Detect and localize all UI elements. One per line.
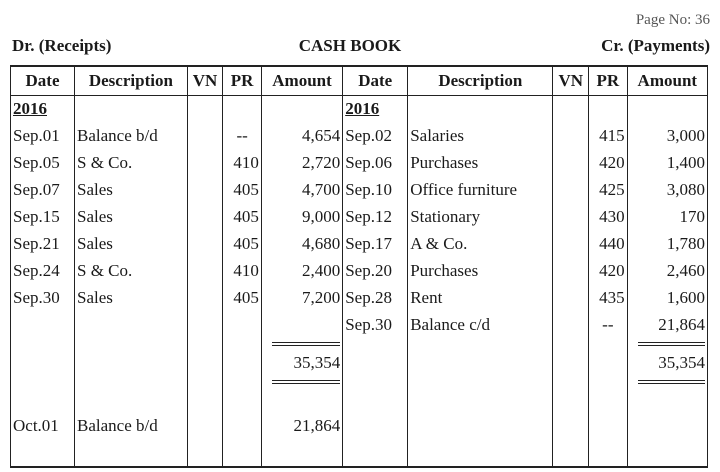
- dr-date: [11, 312, 75, 339]
- column-header: Date: [11, 66, 75, 96]
- cr-year: 2016: [343, 96, 408, 123]
- table-row: [11, 150, 708, 177]
- dr-date: Sep.05: [11, 150, 75, 177]
- table-row: [11, 123, 708, 150]
- cr-date: Sep.06: [343, 150, 408, 177]
- cr-description: Balance c/d: [408, 312, 553, 339]
- dr-amount: 9,000: [261, 204, 342, 231]
- cr-amount: 170: [627, 204, 707, 231]
- cr-total-cell: [627, 339, 707, 387]
- column-header: Amount: [261, 66, 342, 96]
- column-header: Description: [75, 66, 188, 96]
- dr-amount: [261, 312, 342, 339]
- header-row: [11, 66, 708, 96]
- column-header: PR: [223, 66, 262, 96]
- dr-date: Sep.15: [11, 204, 75, 231]
- column-header: VN: [187, 66, 223, 96]
- dr-vn: [187, 258, 223, 285]
- column-header: Amount: [627, 66, 707, 96]
- totals-row: [11, 339, 708, 387]
- closing-row: [11, 413, 708, 440]
- cr-pr: 440: [589, 231, 628, 258]
- dr-vn: [187, 204, 223, 231]
- column-header: Description: [408, 66, 553, 96]
- cr-pr: 425: [589, 177, 628, 204]
- cr-date: Sep.02: [343, 123, 408, 150]
- dr-description: Sales: [75, 177, 188, 204]
- cr-total: 35,354: [658, 352, 705, 372]
- cr-description: Stationary: [408, 204, 553, 231]
- dr-description: Sales: [75, 285, 188, 312]
- cr-pr: 435: [589, 285, 628, 312]
- debit-side-heading: Dr. (Receipts): [12, 36, 112, 55]
- cr-amount: 1,600: [627, 285, 707, 312]
- dr-pr: 410: [223, 258, 262, 285]
- dr-amount: 2,400: [261, 258, 342, 285]
- dr-description: S & Co.: [75, 150, 188, 177]
- cash-book-table: [10, 65, 708, 468]
- dr-amount: 4,700: [261, 177, 342, 204]
- dr-date: Sep.07: [11, 177, 75, 204]
- table-row: [11, 204, 708, 231]
- dr-pr: 405: [223, 177, 262, 204]
- closing-amount: 21,864: [261, 413, 342, 440]
- dr-pr: 410: [223, 150, 262, 177]
- dr-year: 2016: [11, 96, 75, 123]
- dr-date: Sep.01: [11, 123, 75, 150]
- cr-vn: [553, 312, 589, 339]
- dr-total-rule-bottom: [272, 380, 340, 384]
- cr-vn: [553, 204, 589, 231]
- column-header: VN: [553, 66, 589, 96]
- cr-amount: 1,400: [627, 150, 707, 177]
- cr-vn: [553, 258, 589, 285]
- table-row: [11, 285, 708, 312]
- dr-vn: [187, 285, 223, 312]
- dr-description: Balance b/d: [75, 123, 188, 150]
- cr-pr: 415: [589, 123, 628, 150]
- cr-pr: 430: [589, 204, 628, 231]
- dr-amount: 7,200: [261, 285, 342, 312]
- column-header: PR: [589, 66, 628, 96]
- cr-amount: 3,000: [627, 123, 707, 150]
- cr-date: Sep.30: [343, 312, 408, 339]
- page-number: Page No: 36: [635, 12, 710, 28]
- dr-description: [75, 312, 188, 339]
- dr-date: Sep.30: [11, 285, 75, 312]
- dr-amount: 2,720: [261, 150, 342, 177]
- dr-description: S & Co.: [75, 258, 188, 285]
- cr-amount: 2,460: [627, 258, 707, 285]
- cr-pr: 420: [589, 150, 628, 177]
- cr-vn: [553, 177, 589, 204]
- cr-vn: [553, 231, 589, 258]
- dr-description: Sales: [75, 231, 188, 258]
- cr-amount: 21,864: [627, 312, 707, 339]
- cr-date: Sep.28: [343, 285, 408, 312]
- table-row: [11, 312, 708, 339]
- cr-pr: --: [589, 312, 628, 339]
- dr-total-cell: [261, 339, 342, 387]
- dr-vn: [187, 231, 223, 258]
- cr-date: Sep.10: [343, 177, 408, 204]
- dr-amount: 4,680: [261, 231, 342, 258]
- closing-date: Oct.01: [11, 413, 75, 440]
- dr-pr: 405: [223, 285, 262, 312]
- table-row: [11, 177, 708, 204]
- cr-vn: [553, 123, 589, 150]
- cr-description: Office furniture: [408, 177, 553, 204]
- cr-vn: [553, 285, 589, 312]
- dr-total: 35,354: [293, 352, 341, 372]
- year-row: [11, 96, 708, 123]
- dr-description: Sales: [75, 204, 188, 231]
- dr-vn: [187, 150, 223, 177]
- dr-vn: [187, 312, 223, 339]
- cr-description: Purchases: [408, 150, 553, 177]
- cr-date: Sep.12: [343, 204, 408, 231]
- page-title: CASH BOOK: [298, 36, 402, 55]
- table-row: [11, 258, 708, 285]
- dr-pr: [223, 312, 262, 339]
- cr-amount: 3,080: [627, 177, 707, 204]
- dr-pr: 405: [223, 231, 262, 258]
- cr-date: Sep.17: [343, 231, 408, 258]
- cr-total-rule-bottom: [638, 380, 705, 384]
- table-row: [11, 231, 708, 258]
- dr-pr: --: [223, 123, 262, 150]
- column-header: Date: [343, 66, 408, 96]
- dr-vn: [187, 177, 223, 204]
- cr-description: A & Co.: [408, 231, 553, 258]
- dr-date: Sep.21: [11, 231, 75, 258]
- closing-description: Balance b/d: [75, 413, 188, 440]
- credit-side-heading: Cr. (Payments): [601, 36, 710, 55]
- dr-amount: 4,654: [261, 123, 342, 150]
- cr-description: Rent: [408, 285, 553, 312]
- dr-vn: [187, 123, 223, 150]
- cr-date: Sep.20: [343, 258, 408, 285]
- dr-date: Sep.24: [11, 258, 75, 285]
- dr-pr: 405: [223, 204, 262, 231]
- cr-description: Salaries: [408, 123, 553, 150]
- cr-pr: 420: [589, 258, 628, 285]
- cr-vn: [553, 150, 589, 177]
- cr-amount: 1,780: [627, 231, 707, 258]
- cr-description: Purchases: [408, 258, 553, 285]
